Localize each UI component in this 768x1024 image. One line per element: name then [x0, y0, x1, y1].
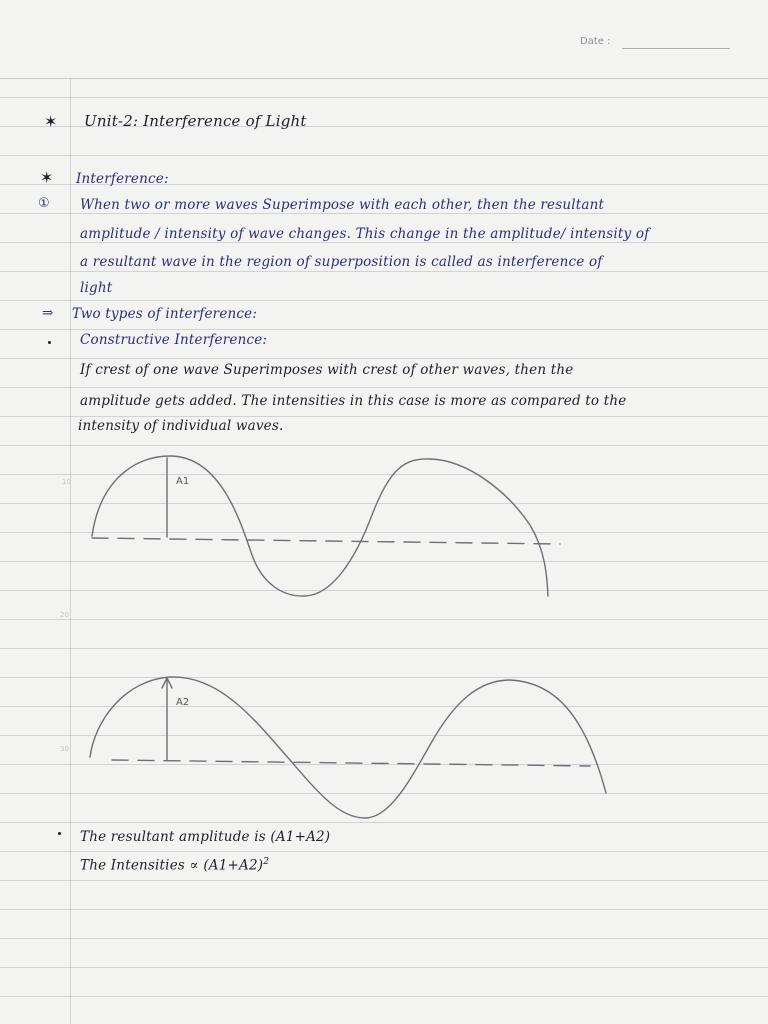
date-label: Date :: [580, 36, 611, 47]
margin-number: 30: [60, 745, 69, 753]
section-heading: Interference:: [76, 171, 169, 187]
numbered-marker-icon: ①: [38, 196, 50, 211]
margin-number: 10: [62, 478, 71, 486]
page-title: Unit-2: Interference of Light: [84, 112, 307, 130]
types-heading: Two types of interference:: [72, 306, 258, 322]
wave-1-axis: [92, 538, 560, 544]
wave-1-amplitude-label: A1: [176, 476, 190, 487]
asterisk-icon: ✶: [44, 112, 58, 131]
result-intensity: [80, 857, 269, 874]
wave-2-axis: [112, 760, 590, 766]
definition-line: light: [80, 280, 113, 296]
asterisk-icon: ✶: [40, 168, 54, 187]
result-amplitude: The resultant amplitude is (A1+A2): [80, 829, 331, 845]
constructive-line: If crest of one wave Superimposes with crest of other waves, then the: [80, 362, 574, 378]
constructive-heading: Constructive Interference:: [80, 332, 268, 348]
wave-1-curve: [92, 456, 548, 596]
arrow-icon: ⇒: [42, 305, 54, 321]
margin-number: 20: [60, 611, 69, 619]
bullet-icon: [58, 832, 61, 835]
result-intensity-text: The Intensities ∝ (A1+A2): [80, 857, 264, 874]
wave-2-amplitude-label: A2: [176, 697, 190, 708]
result-intensity-power: 2: [263, 857, 270, 867]
definition-line: a resultant wave in the region of superposition is called as interference of: [80, 254, 603, 270]
definition-line: amplitude / intensity of wave changes. This change in the amplitude/ intensity of: [80, 226, 650, 242]
definition-line: When two or more waves Superimpose with each other, then the resultant: [80, 197, 605, 213]
constructive-line: amplitude gets added. The intensities in this case is more as compared to the: [80, 393, 627, 409]
constructive-line: intensity of individual waves.: [78, 418, 284, 434]
